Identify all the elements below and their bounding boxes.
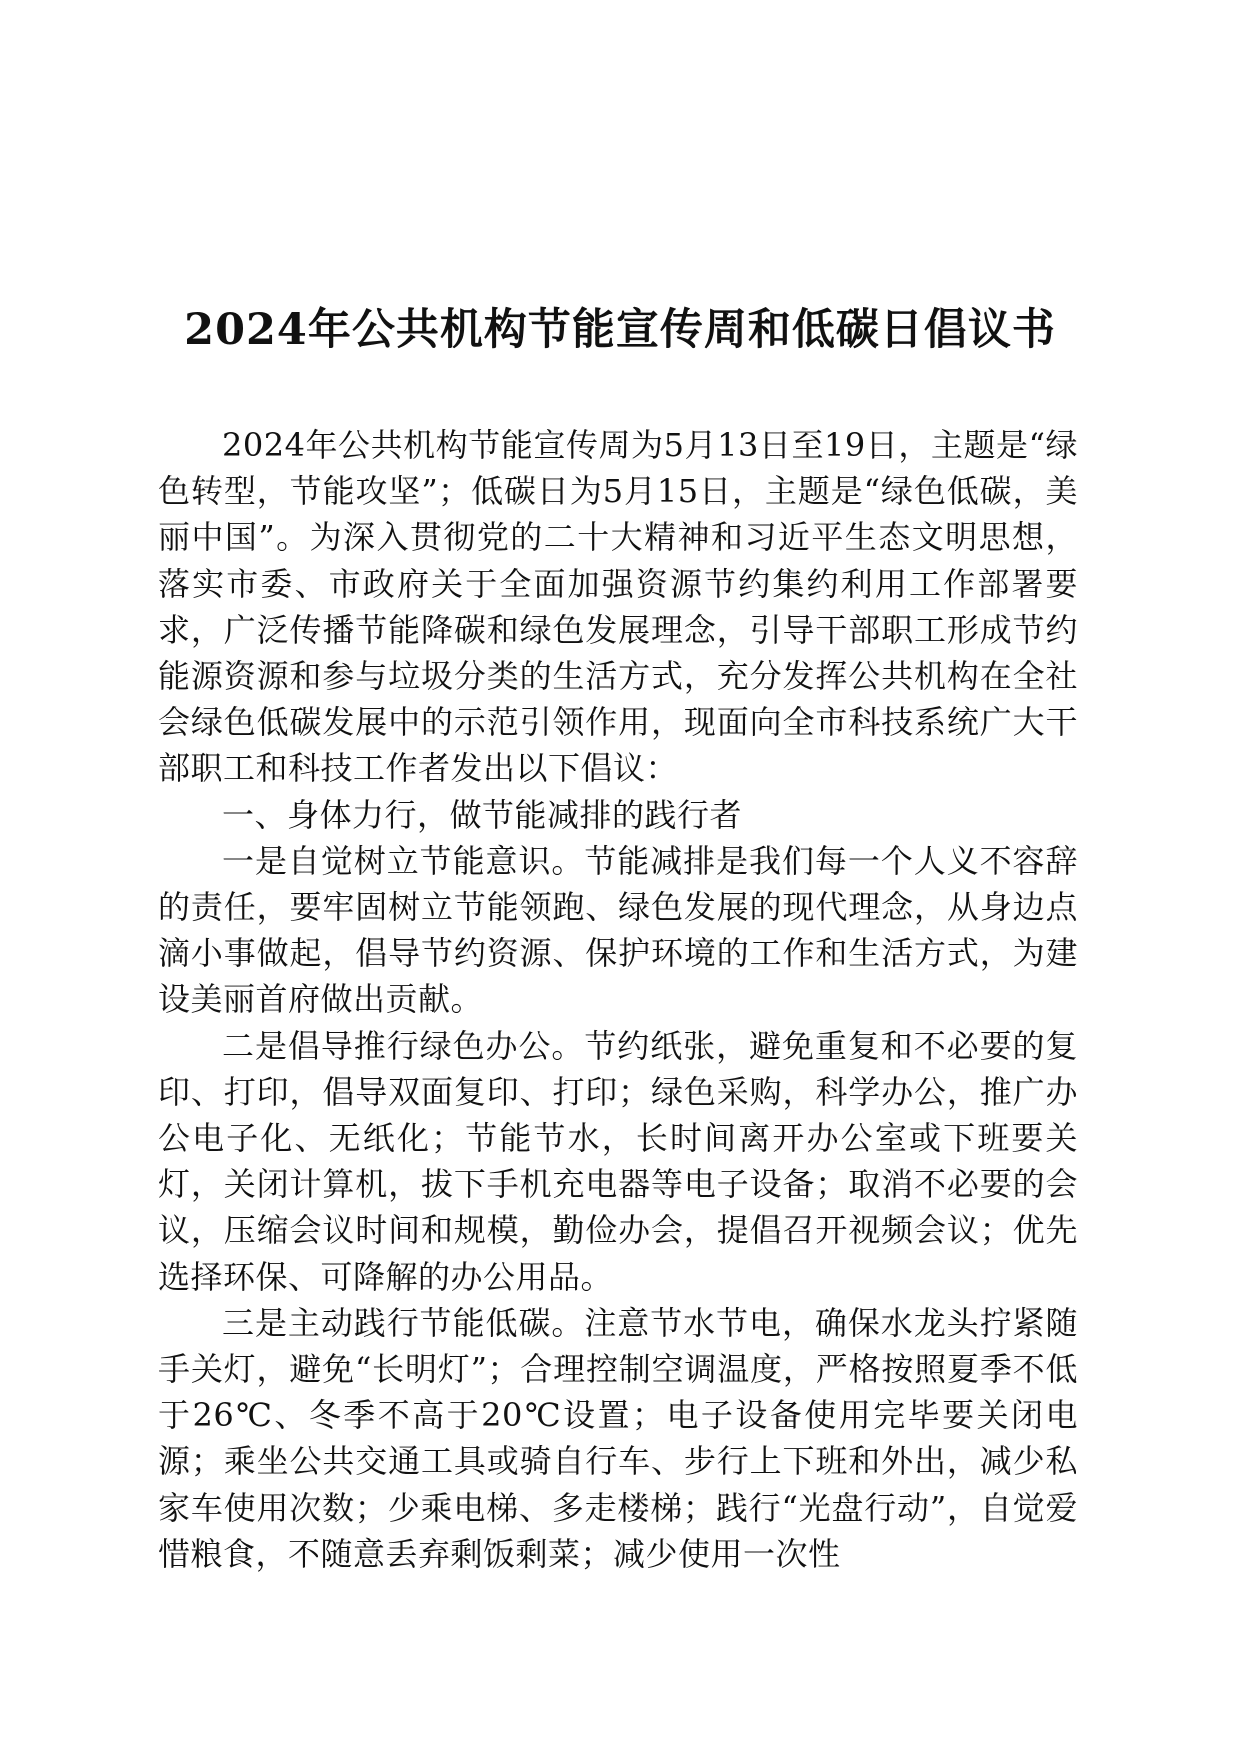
document-title: 2024年公共机构节能宣传周和低碳日倡议书: [184, 305, 1056, 355]
paragraph-item-1: 一是自觉树立节能意识。节能减排是我们每一个人义不容辞的责任，要牢固树立节能领跑、绿色发展的现代理念，从身边点滴小事做起，倡导节约资源、保护环境的工作和生活方式，为建设美丽首府做出贡献。: [158, 841, 1078, 1019]
section-heading-1: 一、身体力行，做节能减排的践行者: [222, 795, 743, 834]
paragraph-intro: 2024年公共机构节能宣传周为5月13日至19日，主题是“绿色转型，节能攻坚”；低碳日为5月15日，主题是“绿色低碳，美丽中国”。为深入贯彻党的二十大精神和习近平生态文明思想，落实市委、市政府关于全面加强资源节约集约利用工作部署要求，广泛传播节能降碳和绿色发展理念，引导干部职工形成节约能源资源和参与垃圾分类的生活方式，充分发挥公共机构在全社会绿色低碳发展中的示范引领作用，现面向全市科技系统广大干部职工和科技工作者发出以下倡议：: [158, 426, 1078, 788]
paragraph-item-3: 三是主动践行节能低碳。注意节水节电，确保水龙头拧紧随手关灯，避免“长明灯”；合理控制空调温度，严格按照夏季不低于26℃、冬季不高于20℃设置；电子设备使用完毕要关闭电源；乘坐公共交通工具或骑自行车、步行上下班和外出，减少私家车使用次数；少乘电梯、多走楼梯；践行“光盘行动”，自觉爱惜粮食，不随意丢弃剩饭剩菜；减少使用一次性: [158, 1303, 1078, 1573]
document-body: [158, 422, 1078, 1577]
paragraph-item-2: 二是倡导推行绿色办公。节约纸张，避免重复和不必要的复印、打印，倡导双面复印、打印；绿色采购，科学办公，推广办公电子化、无纸化；节能节水，长时间离开办公室或下班要关灯，关闭计算机，拔下手机充电器等电子设备；取消不必要的会议，压缩会议时间和规模，勤俭办会，提倡召开视频会议；优先选择环保、可降解的办公用品。: [158, 1026, 1078, 1296]
